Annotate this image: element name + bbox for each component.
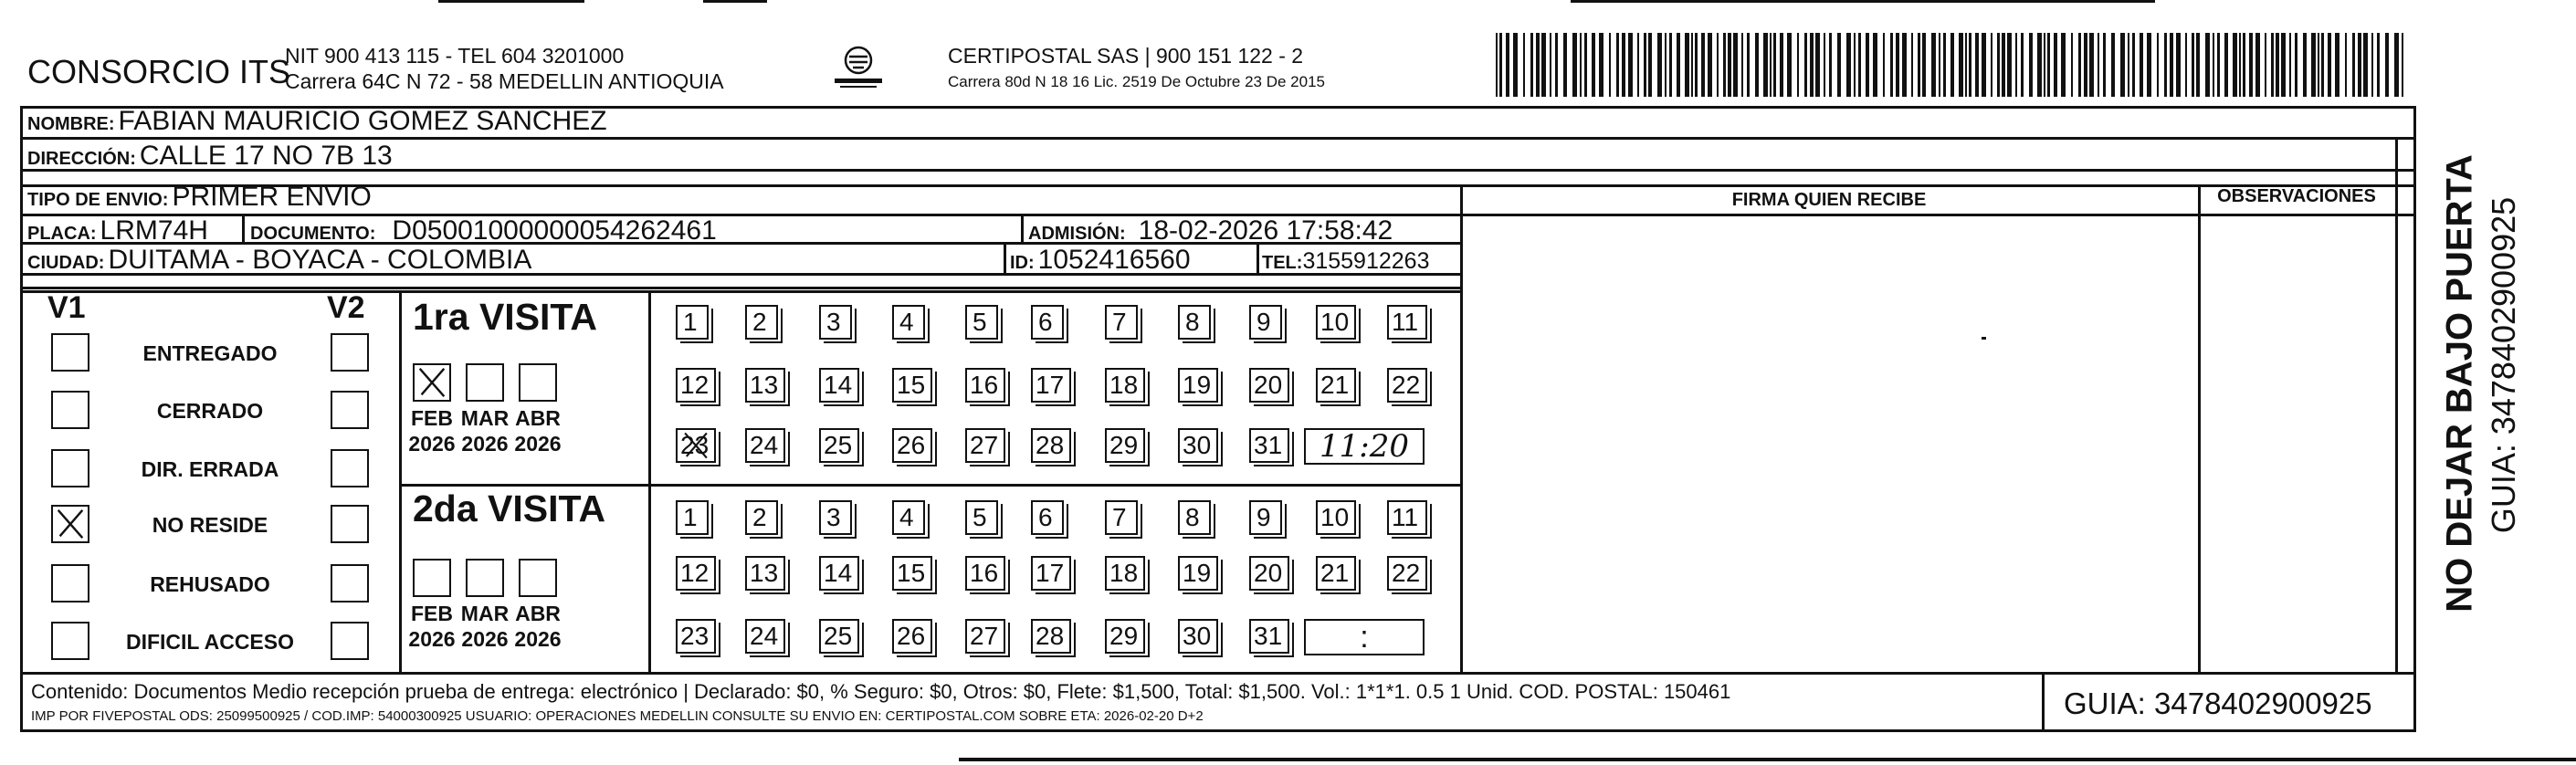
tipo-row [27, 182, 372, 213]
v2-checkbox[interactable] [331, 622, 369, 660]
v1-checkbox[interactable] [51, 333, 89, 372]
footer-print-line: IMP POR FIVEPOSTAL ODS: 25099500925 / COD.IMP: 54000300925 USUARIO: OPERACIONES MEDELLIN CONSULTE SU ENVIO EN: CERTIPOSTAL.COM SOBRE ETA: 2026-02-20 D+2 [31, 708, 1204, 724]
placa-divider [242, 214, 245, 242]
day-box[interactable]: 26 [892, 428, 932, 463]
admision-divider [1021, 214, 1024, 242]
status-option-label: REHUSADO [150, 572, 270, 596]
status-divider [399, 290, 402, 672]
v1-checkbox[interactable] [51, 391, 89, 429]
day-box[interactable]: 18 [1105, 556, 1145, 591]
documento-value: D05001000000054262461 [392, 215, 717, 246]
id-row [1010, 245, 1191, 276]
company-name: CONSORCIO ITS [27, 53, 291, 90]
firma-header: FIRMA QUIEN RECIBE [1731, 190, 1927, 210]
day-box[interactable]: 2 [745, 500, 778, 535]
day-box[interactable]: 4 [892, 500, 925, 535]
tel-value: 3155912263 [1302, 248, 1430, 274]
side-guia: GUIA: 3478402900925 [2485, 196, 2522, 534]
day-box[interactable]: 11 [1387, 500, 1427, 535]
second-visit-title: 2da VISITA [413, 487, 606, 529]
status-option-label: CERRADO [156, 399, 264, 423]
placa-row [27, 215, 208, 246]
v2-checkbox[interactable] [331, 564, 369, 603]
footer-content-line: Contenido: Documentos Medio recepción prueba de entrega: electrónico | Declarado: $0, % Seguro: $0, Otros: $0, Flete: $1,500, Total: $1,500. Vol.: 1*1*1. 0.5 1 Unid. COD. POSTAL: 150461 [31, 680, 1731, 703]
row-divider [20, 290, 1460, 293]
visit-divider [399, 484, 1460, 487]
month-checkbox[interactable] [466, 363, 504, 402]
day-box[interactable]: 7 [1105, 500, 1138, 535]
day-box[interactable]: 11 [1387, 305, 1427, 340]
day-box[interactable]: 19 [1178, 368, 1218, 403]
month-label: FEB 2026 [408, 602, 456, 651]
month-label: ABR 2026 [514, 406, 562, 456]
v1-checkbox[interactable] [51, 622, 89, 660]
certipostal-logo-icon [831, 44, 886, 91]
guia-box-divider [2042, 672, 2045, 732]
day-box[interactable]: 14 [819, 368, 859, 403]
day-box[interactable]: 8 [1178, 305, 1211, 340]
month-label: MAR 2026 [460, 602, 510, 651]
month-checkbox[interactable] [413, 559, 451, 597]
day-box[interactable]: 26 [892, 619, 932, 654]
v1-checkbox[interactable] [51, 449, 89, 487]
row-divider [20, 287, 1460, 289]
day-box[interactable]: 3 [819, 305, 852, 340]
tipo-label: TIPO DE ENVIO: [27, 190, 169, 210]
day-box[interactable]: 16 [965, 368, 1005, 403]
observaciones-header: OBSERVACIONES [2217, 186, 2376, 206]
day-box[interactable]: 25 [819, 619, 859, 654]
admision-value: 18-02-2026 17:58:42 [1138, 215, 1393, 246]
day-box[interactable]: 5 [965, 500, 998, 535]
day-box[interactable]: 17 [1031, 368, 1071, 403]
v2-checkbox[interactable] [331, 505, 369, 543]
v2-header: V2 [327, 290, 365, 325]
day-box[interactable]: 29 [1105, 619, 1145, 654]
day-box[interactable]: 20 [1249, 556, 1289, 591]
row-divider [20, 137, 2416, 140]
footer-divider [20, 672, 2416, 675]
ciudad-value: DUITAMA - BOYACA - COLOMBIA [108, 245, 532, 275]
day-box[interactable]: 30 [1178, 619, 1218, 654]
day-box[interactable]: 2 [745, 305, 778, 340]
day-box[interactable]: 13 [745, 556, 785, 591]
day-box[interactable]: 22 [1387, 556, 1427, 591]
day-box[interactable]: 24 [745, 619, 785, 654]
scan-mark [1571, 0, 2155, 3]
day-box[interactable]: 15 [892, 556, 932, 591]
scan-mark [438, 0, 584, 3]
certipostal-line1: CERTIPOSTAL SAS | 900 151 122 - 2 [948, 44, 1304, 68]
day-box[interactable]: 31 [1249, 619, 1289, 654]
row-divider [20, 184, 2416, 187]
v1-checkbox[interactable] [51, 505, 89, 543]
month-checkbox[interactable] [519, 559, 557, 597]
day-box[interactable]: 8 [1178, 500, 1211, 535]
day-box[interactable]: 15 [892, 368, 932, 403]
day-box[interactable]: 21 [1316, 556, 1356, 591]
status-option-label: DIFICIL ACCESO [125, 630, 294, 654]
day-box[interactable]: 18 [1105, 368, 1145, 403]
status-option-label: ENTREGADO [142, 341, 278, 365]
firma-col-left [1460, 184, 1463, 672]
direccion-label: DIRECCIÓN: [27, 149, 136, 169]
id-divider [1004, 242, 1006, 273]
nit-line: NIT 900 413 115 - TEL 604 3201000 [285, 44, 625, 68]
nombre-row [27, 106, 607, 137]
month-checkbox[interactable] [519, 363, 557, 402]
documento-label: DOCUMENTO: [250, 224, 376, 244]
day-box[interactable]: 28 [1031, 619, 1071, 654]
day-box[interactable]: 13 [745, 368, 785, 403]
day-box[interactable]: 1 [676, 305, 709, 340]
ciudad-row [27, 245, 531, 276]
x-mark-icon [53, 507, 88, 541]
day-box[interactable]: 31 [1249, 428, 1289, 463]
day-box[interactable]: 27 [965, 619, 1005, 654]
month-label: MAR 2026 [460, 406, 510, 456]
day-box[interactable]: 10 [1316, 305, 1356, 340]
visit-time[interactable]: 11:20 [1304, 428, 1425, 465]
placa-label: PLACA: [27, 224, 97, 244]
tel-label: TEL: [1262, 253, 1303, 273]
visit-time[interactable]: : [1304, 619, 1425, 655]
day-box[interactable]: 29 [1105, 428, 1145, 463]
barcode-icon [1496, 33, 2409, 97]
day-box[interactable]: 24 [745, 428, 785, 463]
day-box[interactable]: 3 [819, 500, 852, 535]
day-box[interactable]: 30 [1178, 428, 1218, 463]
day-box[interactable]: 23 [676, 619, 716, 654]
month-label: FEB 2026 [408, 406, 456, 456]
obs-col-left [2198, 184, 2201, 672]
x-mark-icon [415, 365, 449, 400]
id-label: ID: [1010, 253, 1035, 273]
month-label: ABR 2026 [514, 602, 562, 651]
obs-col-right [2395, 137, 2398, 672]
day-box[interactable]: 14 [819, 556, 859, 591]
admision-row [1028, 215, 1393, 246]
day-box[interactable]: 12 [676, 556, 716, 591]
first-visit-title: 1ra VISITA [413, 296, 598, 338]
day-box[interactable]: 20 [1249, 368, 1289, 403]
day-box[interactable]: 22 [1387, 368, 1427, 403]
nombre-label: NOMBRE: [27, 114, 115, 134]
guia-box: GUIA: 3478402900925 [2064, 686, 2372, 720]
day-box[interactable]: 23 [676, 428, 716, 463]
v2-checkbox[interactable] [331, 333, 369, 372]
month-checkbox[interactable] [413, 363, 451, 402]
nombre-value: FABIAN MAURICIO GOMEZ SANCHEZ [118, 106, 607, 136]
day-box[interactable]: 4 [892, 305, 925, 340]
day-box[interactable]: 21 [1316, 368, 1356, 403]
day-box[interactable]: 27 [965, 428, 1005, 463]
day-box[interactable]: 1 [676, 500, 709, 535]
day-box[interactable]: 12 [676, 368, 716, 403]
address-line: Carrera 64C N 72 - 58 MEDELLIN ANTIOQUIA [285, 69, 724, 93]
tel-divider [1256, 242, 1259, 273]
certipostal-line2: Carrera 80d N 18 16 Lic. 2519 De Octubre 23 De 2015 [948, 73, 1325, 90]
months-divider [648, 290, 651, 672]
status-option-label: DIR. ERRADA [141, 457, 279, 481]
day-box[interactable]: 28 [1031, 428, 1071, 463]
status-option-label: NO RESIDE [152, 513, 268, 537]
documento-row [250, 215, 717, 246]
tel-row [1262, 248, 1429, 275]
day-box[interactable]: 10 [1316, 500, 1356, 535]
day-box[interactable]: 17 [1031, 556, 1071, 591]
day-box[interactable]: 9 [1249, 305, 1282, 340]
day-box[interactable]: 25 [819, 428, 859, 463]
col-header-divider [1460, 214, 2416, 216]
day-box[interactable]: 7 [1105, 305, 1138, 340]
v2-checkbox[interactable] [331, 449, 369, 487]
placa-value: LRM74H [100, 215, 208, 246]
no-dejar-bajo-puerta: NO DEJAR BAJO PUERTA [2439, 154, 2480, 613]
scan-mark [703, 0, 767, 3]
day-box[interactable]: 5 [965, 305, 998, 340]
direccion-value: CALLE 17 NO 7B 13 [139, 141, 393, 171]
id-value: 1052416560 [1037, 245, 1191, 275]
direccion-row [27, 141, 393, 172]
day-box[interactable]: 6 [1031, 500, 1064, 535]
ciudad-label: CIUDAD: [27, 253, 105, 273]
x-mark-icon [678, 430, 714, 461]
firma-dot [1982, 337, 1986, 340]
v1-checkbox[interactable] [51, 564, 89, 603]
admision-label: ADMISIÓN: [1028, 224, 1126, 244]
month-checkbox[interactable] [466, 559, 504, 597]
day-box[interactable]: 16 [965, 556, 1005, 591]
day-box[interactable]: 6 [1031, 305, 1064, 340]
tipo-value: PRIMER ENVIO [172, 182, 372, 212]
v1-header: V1 [47, 290, 86, 325]
day-box[interactable]: 9 [1249, 500, 1282, 535]
day-box[interactable]: 19 [1178, 556, 1218, 591]
v2-checkbox[interactable] [331, 391, 369, 429]
scan-mark [959, 758, 2576, 761]
